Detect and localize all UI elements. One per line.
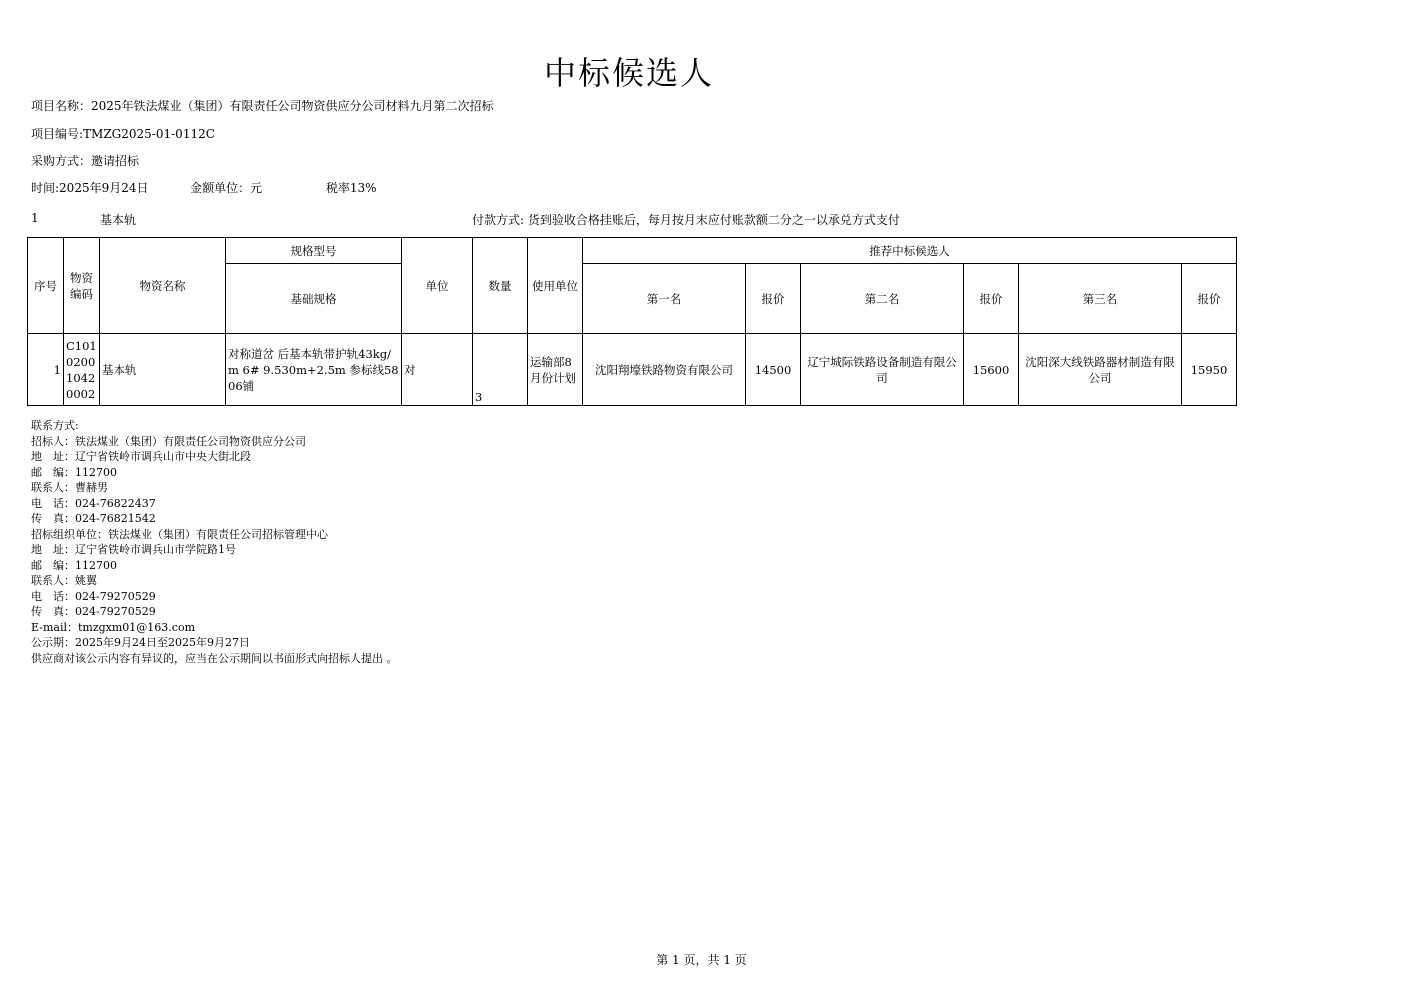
contact-line: 电 话：024-76822437 xyxy=(31,496,156,510)
page-footer: 第 1 页，共 1 页 xyxy=(656,953,747,967)
procurement-method: 邀请招标 xyxy=(91,154,140,168)
procurement-label: 采购方式： xyxy=(31,154,92,168)
procurement-line xyxy=(31,152,139,169)
tax-rate: 税率13% xyxy=(325,181,377,195)
contact-line: E-mail：tmzgxm01@163.com xyxy=(31,620,196,634)
cell-first: 沈阳翔壕铁路物资有限公司 xyxy=(583,334,746,406)
contact-line: 传 真：024-76821542 xyxy=(31,512,156,525)
contact-line: 电 话：024-79270529 xyxy=(31,589,156,603)
currency-label: 金额单位： xyxy=(190,181,251,195)
cell-code: C10102001042 0002 xyxy=(64,334,100,406)
header-recommend: 推荐中标候选人 xyxy=(583,238,1237,264)
project-name-line xyxy=(31,97,494,114)
cell-price3: 15950 xyxy=(1182,334,1237,406)
time-line xyxy=(31,179,377,196)
currency-value: 元 xyxy=(250,181,263,195)
contact-line: 供应商对该公示内容有异议的，应当在公示期间以书面形式向招标人提出 。 xyxy=(31,651,398,665)
cell-qty: 3 xyxy=(473,334,528,406)
header-seq: 序号 xyxy=(28,238,64,334)
payment-terms: 付款方式: 货到验收合格挂账后，每月按月末应付账款额二分之一以承兑方式支付 xyxy=(472,213,900,227)
page-title: 中标候选人 xyxy=(543,54,714,92)
header-user: 使用单位 xyxy=(528,238,583,334)
cell-third: 沈阳深大线铁路器材制造有限公司 xyxy=(1019,334,1182,406)
cell-spec: 对称道岔 后基本轨带护轨43kg/m 6# 9.530m+2.5m 参标线5806铺 xyxy=(226,334,402,406)
time-value: 2025年9月24日 xyxy=(59,181,149,195)
contact-line: 联系方式: xyxy=(31,419,79,432)
table-row xyxy=(28,334,1237,406)
project-name-label: 项目名称： xyxy=(31,99,92,113)
time-label: 时间: xyxy=(31,181,60,195)
header-name: 物资名称 xyxy=(100,238,226,334)
contact-line: 联系人：姚翼 xyxy=(31,574,97,587)
header-price3: 报价 xyxy=(1182,264,1237,334)
contact-line: 招标组织单位：铁法煤业（集团）有限责任公司招标管理中心 xyxy=(31,527,328,541)
cell-price1: 14500 xyxy=(746,334,801,406)
header-first: 第一名 xyxy=(583,264,746,334)
contact-line: 地 址：辽宁省铁岭市调兵山市学院路1号 xyxy=(31,543,236,556)
cell-user: 运输部8月份计划 xyxy=(528,334,583,406)
header-spec: 基础规格 xyxy=(226,264,402,334)
section-name: 基本轨 xyxy=(100,213,137,227)
contact-line: 地 址：辽宁省铁岭市调兵山市中央大街北段 xyxy=(31,450,251,463)
section-index: 1 xyxy=(31,211,39,225)
contact-line: 公示期：2025年9月24日至2025年9月27日 xyxy=(31,636,250,649)
cell-name: 基本轨 xyxy=(100,334,226,406)
header-code: 物资编码 xyxy=(64,238,100,334)
cell-seq: 1 xyxy=(28,334,64,406)
project-name: 2025年铁法煤业（集团）有限责任公司物资供应分公司材料九月第二次招标 xyxy=(91,99,494,113)
header-third: 第三名 xyxy=(1019,264,1182,334)
header-spec-group: 规格型号 xyxy=(226,238,402,264)
cell-second: 辽宁城际铁路设备制造有限公司 xyxy=(801,334,964,406)
project-no-label: 项目编号: xyxy=(31,127,84,141)
contact-block xyxy=(31,418,398,666)
contact-line: 邮 编：112700 xyxy=(31,465,117,479)
cell-unit: 对 xyxy=(402,334,473,406)
project-no: TMZG2025-01-0112C xyxy=(83,127,215,141)
project-no-line xyxy=(31,125,215,142)
header-qty: 数量 xyxy=(473,238,528,334)
candidate-table xyxy=(27,237,1237,406)
header-price1: 报价 xyxy=(746,264,801,334)
contact-line: 传 真：024-79270529 xyxy=(31,605,156,618)
header-price2: 报价 xyxy=(964,264,1019,334)
contact-line: 邮 编：112700 xyxy=(31,558,117,572)
header-unit: 单位 xyxy=(402,238,473,334)
contact-line: 招标人：铁法煤业（集团）有限责任公司物资供应分公司 xyxy=(31,434,306,448)
cell-price2: 15600 xyxy=(964,334,1019,406)
contact-line: 联系人：曹赫男 xyxy=(31,481,108,494)
header-second: 第二名 xyxy=(801,264,964,334)
